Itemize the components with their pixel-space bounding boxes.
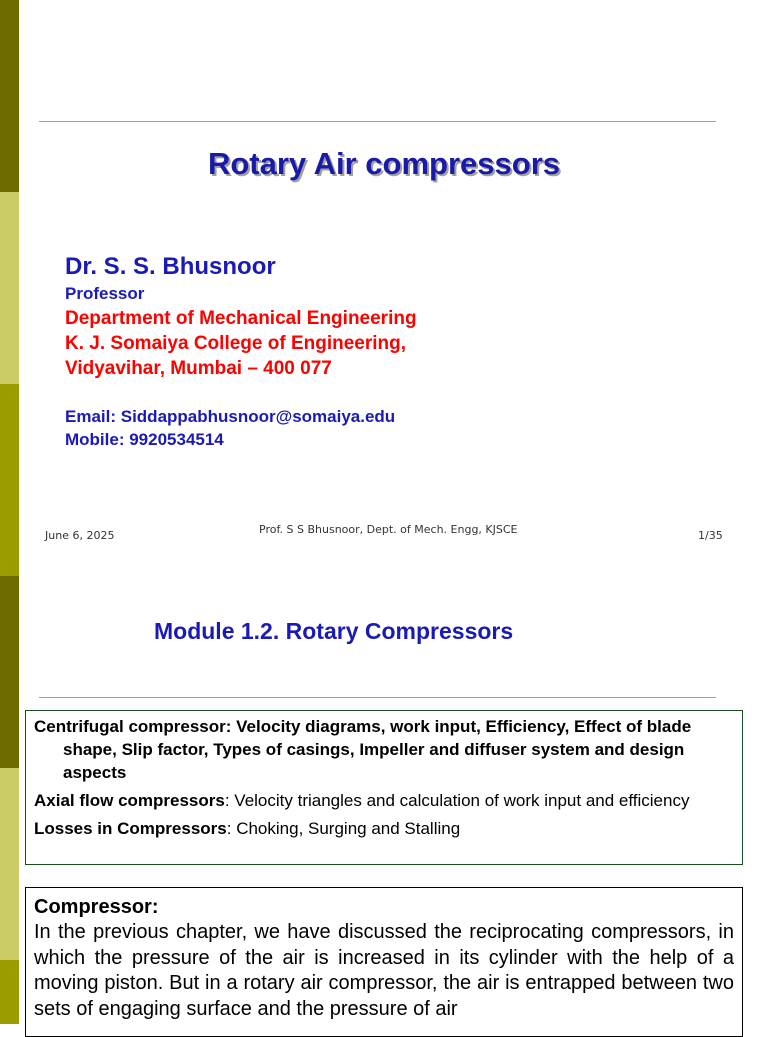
email: Email: Siddappabhusnoor@somaiya.edu <box>65 407 396 426</box>
topic-bold: Losses in Compressors <box>34 819 227 838</box>
topics-box <box>25 710 743 865</box>
topic-text: : Velocity triangles and calculation of work input and efficiency <box>224 791 690 810</box>
footer-center-text: Prof. S S Bhusnoor, Dept. of Mech. Engg, KJSCE <box>259 523 518 536</box>
footer-date: June 6, 2025 <box>45 529 115 542</box>
title-divider <box>39 121 716 122</box>
sidebar-segment <box>0 576 19 768</box>
compressor-paragraph: In the previous chapter, we have discussed the reciprocating compressors, in which the pressure of the air is increased in its cylinder with the help of a moving piston. But in a rotary air compressor, the air is entrapped between two sets of engaging surface and the pressure of air <box>34 921 734 1020</box>
topic-item <box>34 789 734 812</box>
sidebar-segment <box>0 960 19 1024</box>
author-name: Dr. S. S. Bhusnoor <box>65 253 276 280</box>
college: K. J. Somaiya College of Engineering, <box>65 333 407 354</box>
topic-item <box>34 817 734 840</box>
page-number: 1/35 <box>698 529 723 542</box>
module-title: Module 1.2. Rotary Compressors <box>154 618 514 644</box>
sidebar-segment <box>0 384 19 576</box>
topic-bold: Centrifugal compressor: Velocity diagrams, work input, Efficiency, Effect of blade shape, Slip factor, Types of casings, Impeller and diffuser system and design aspects <box>34 717 692 782</box>
topic-bold: Axial flow compressors <box>34 791 225 810</box>
compressor-definition-box <box>25 887 743 1037</box>
topic-item <box>34 715 734 784</box>
compressor-heading: Compressor: <box>34 896 159 918</box>
sidebar-segment <box>0 192 19 384</box>
mobile: Mobile: 9920534514 <box>65 430 224 449</box>
author-block <box>65 252 417 451</box>
slide-title: Rotary Air compressors <box>207 146 561 181</box>
address: Vidyavihar, Mumbai – 400 077 <box>65 358 332 379</box>
topic-text: : Choking, Surging and Stalling <box>226 819 461 838</box>
department: Department of Mechanical Engineering <box>65 308 417 329</box>
module-divider <box>39 697 716 698</box>
author-role: Professor <box>65 284 145 303</box>
sidebar-segment <box>0 768 19 960</box>
